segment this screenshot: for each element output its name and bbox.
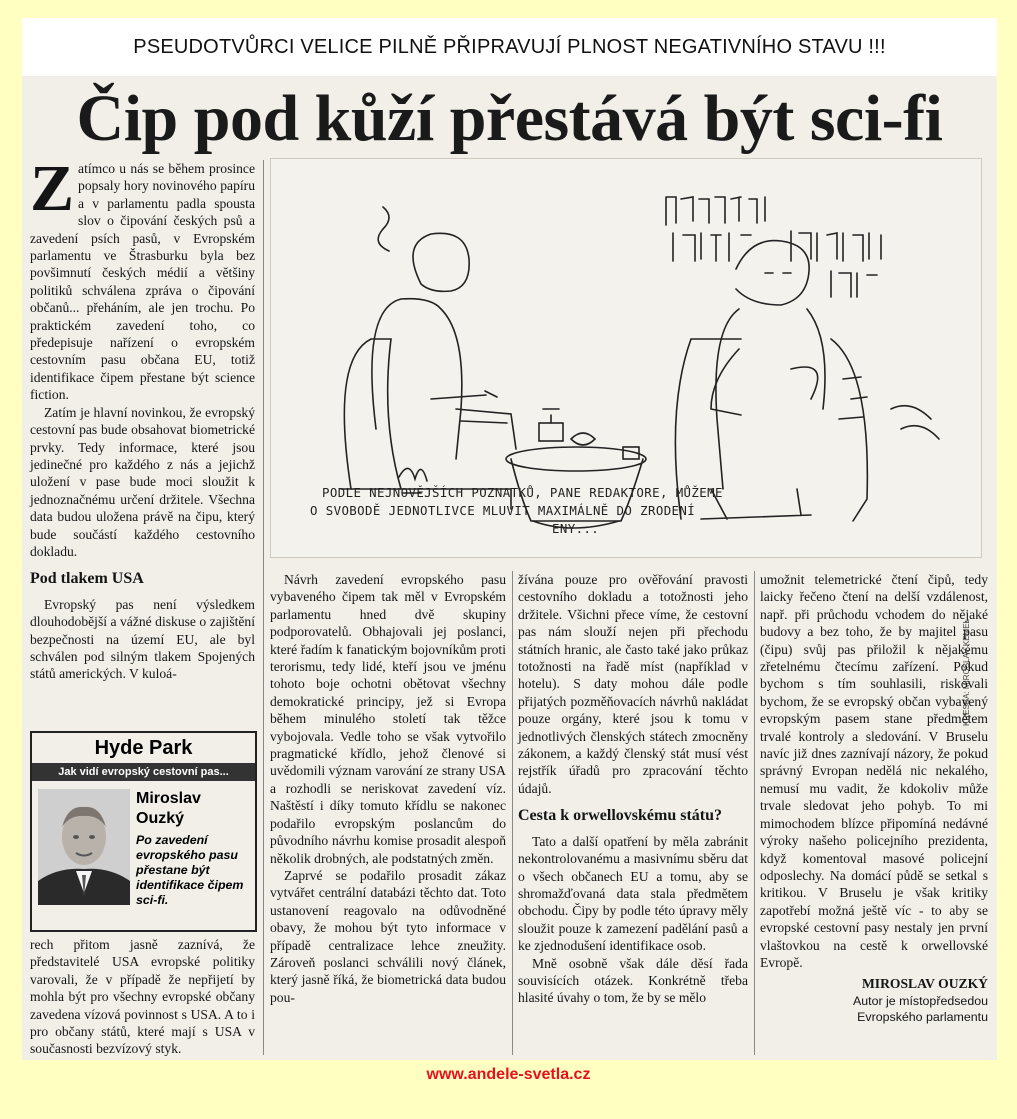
- author-photo: [38, 789, 130, 905]
- column-1-continued: [30, 936, 255, 1058]
- hyde-park-strip: Jak vidí evropský cestovní pas...: [32, 763, 255, 781]
- caption-line: PODLE NEJNOVĚJŠÍCH POZNATKŮ, PANE REDAKTORE, MŮŽEME: [322, 485, 723, 500]
- footer-url[interactable]: www.andele-svetla.cz: [426, 1066, 591, 1083]
- paragraph: Návrh zavedení evropského pasu vybaveného čipem tak měl v Evropském parlamentu hned dvě skupiny podporovatelů. Obhajovali jej poslanci, které řadím k fanatickým bojovníkům proti terorismu, tedy lidé, kteří jsou ve jménu tohoto boje ochotni obětovat všechny demokratické principy, jež si Evropa během minulého století tak těžce vybojovala. Vedle toho se však vytvořilo pragmatické křídlo, jehož členové si uvědomili význam varování ze strany USA a rozhodli se neriskovat zavedení víz. Naštěstí i díky tomuto křídlu se nakonec podařilo evropským poslancům do původního návrhu komise prosadit alespoň několik drobných, ale podstatných změn.: [270, 572, 506, 866]
- paragraph: Tato a další opatření by měla zabránit nekontrolovanému a masivnímu sběru dat o všech občanech EU a tomu, aby se shromažďovaná data stala předmětem obchodu. Čipy by podle této úpravy měly sloužit pouze k zamezení padělání pasů a ke zjednodušení identifikace osob.: [518, 833, 748, 954]
- hyde-park-box: [30, 731, 257, 932]
- headline: Čip pod kůží přestává být sci-fi: [76, 82, 943, 155]
- paragraph: Evropský pas není výsledkem dlouhodobější a vážné diskuse o zajištění bezpečnosti na území EU, ale byl schválen pod silným tlakem Spojených států amerických. V kuloá-: [30, 596, 255, 682]
- column-4: [760, 571, 988, 1025]
- intro-text: atímco u nás se během prosince popsaly hory novinového papíru a v parlamentu padla spousta slov o čipování českých psů a zavedení psích pasů, v Evropském parlamentu ve Štrasburku byla bez povšimnutí českých médií a většiny politiků schválena zpráva o čipování občanů... přeháním, ale jen trochu. Po praktickém zavedení toho, co předepisuje nařízení o evropském cestovním pasu občana EU, totiž identifikace čipem přestane být science fiction.: [30, 161, 255, 403]
- author-note: Autor je místopředsedou: [853, 993, 988, 1008]
- column-1: [30, 152, 255, 683]
- drop-cap: Z: [30, 152, 75, 225]
- paragraph: Zatím je hlavní novinkou, že evropský cestovní pas bude obsahovat biometrické prvky. Tedy informace, které jsou jedinečné pro každého z nás a jejichž uložení v pase bude moci sloužit k jednoznačnému určení držitele. Všechna data budou uložena právě na čipu, který bude součástí každého cestovního dokladu.: [30, 404, 255, 559]
- intro-paragraph: [30, 152, 255, 404]
- newspaper-clipping: [22, 76, 997, 1060]
- caption-line: ENY...: [552, 521, 600, 536]
- paragraph: žívána pouze pro ověřování pravosti cestovního dokladu a totožnosti jeho držitele. Všichni přece víme, že cestovní pas nám slouží nejen při přechodu státních hranic, ale často také jako průkaz totožnosti na řadě míst (například v hotelu). S daty mohou dále podle přijatých pozměňovacích návrhů nakládat pouze orgány, které jsou k tomu v jednotlivých členských státech zmocněny zákonem, a každý členský stát musí vést rejstřík úřadů pro zpracování těchto údajů.: [518, 572, 748, 796]
- paragraph: Zaprvé se podařilo prosadit zákaz vytvářet centrální databázi těchto dat. Toto ustanovení reagovalo na odůvodněné obavy, že mohou být tyto informace v případě centralizace lehce zneužity. Zároveň poslanci schválili nový článek, který jasně říká, že biometrická data budou pou-: [270, 867, 506, 1005]
- column-rule: [754, 571, 755, 1055]
- author-signature: MIROSLAV OUZKÝ: [861, 976, 988, 992]
- paragraph: umožnit telemetrické čtení čipů, tedy laicky řečeno čtení na delší vzdálenost, např. při průchodu vchodem do nějaké budovy a bez toho, že by majitel pasu (čipu) svůj pas přiložil k nějakému zřetelnému čtecímu zařízení. Pokud bychom s tím souhlasili, riskovali bychom, že se evropský občan vybavený evropským pasem stane předmětem trvalé kontroly a sledování. V Bruselu navíc již dnes zaznívají názory, že pokud správný Evropan nedělá nic nekalého, nemusí mu vadit, že kdokoliv může trvale sledovat jeho pohyb. To mi mimochodem blízce připomíná nedávné výroky našeho policejního prezidenta, když komentoval masové policejní odposlechy. Na domácí půdě se setkal s kritikou. V Bruselu je však kritiky zapotřebí možná ještě víc - to aby se evropské cestovní pasy nestaly jen první vlaštovkou na cestě k orwellovské Evropě.: [760, 572, 988, 970]
- column-3: [518, 571, 748, 1007]
- paragraph: rech přitom jasně zaznívá, že představitelé USA evropské politiky varovali, že v případě že nepřijetí by mohla být pro všechny evropské občany zavedena vízová povinnost s USA. A to i pro občany států, které mají s USA v současnosti bezvízový styk.: [30, 937, 255, 1057]
- cartoon-caption: [310, 484, 942, 538]
- subhead-usa: Pod tlakem USA: [30, 570, 144, 588]
- paragraph: Mně osobně však dále děsí řada souvisících otázek. Konkrétně třeba hlasité úvahy o tom, že by se mělo: [518, 955, 748, 1006]
- column-rule: [263, 160, 264, 1055]
- author-name: Miroslav Ouzký: [136, 790, 201, 827]
- hyde-park-title: Hyde Park: [94, 737, 193, 759]
- author-note: Evropského parlamentu: [857, 1009, 988, 1024]
- cartoon-credit: KRESBA: MIROSLAV KEMEL: [962, 619, 971, 726]
- top-banner: PSEUDOTVŮRCI VELICE PILNĚ PŘIPRAVUJÍ PLNOST NEGATIVNÍHO STAVU !!!: [22, 18, 997, 76]
- pull-quote: Po zavedení evropského pasu přestane být identifikace čipem sci-fi.: [136, 833, 244, 907]
- caption-line: O SVOBODĚ JEDNOTLIVCE MLUVIT MAXIMÁLNĚ DO ZRODENÍ: [310, 503, 696, 518]
- column-rule: [512, 571, 513, 1055]
- column-2: [270, 571, 506, 1006]
- subhead-orwell: Cesta k orwellovskému státu?: [518, 807, 722, 825]
